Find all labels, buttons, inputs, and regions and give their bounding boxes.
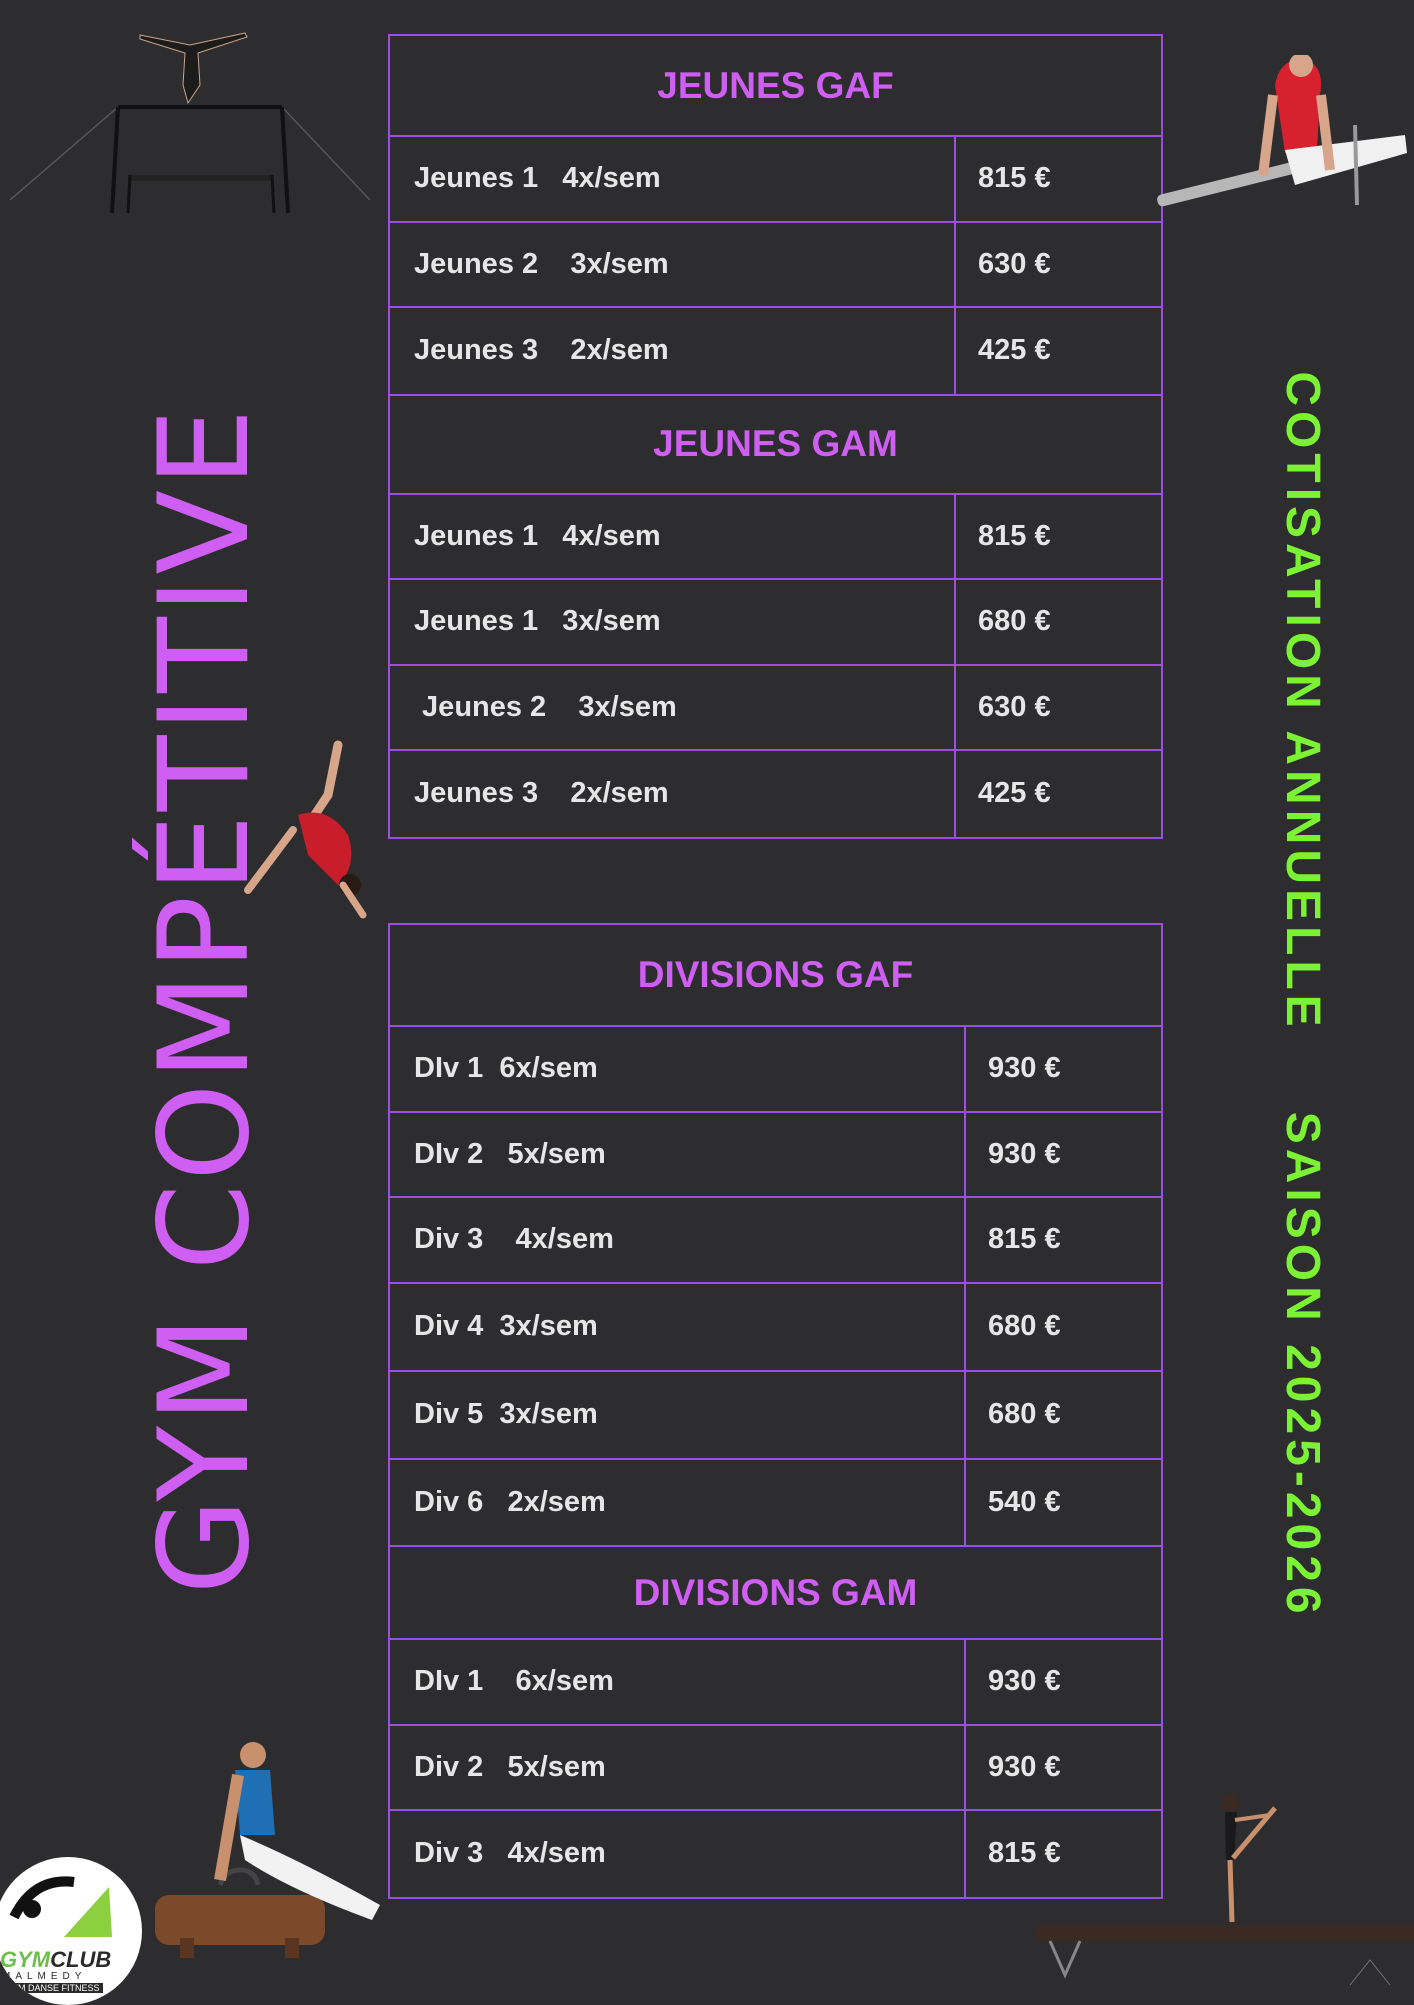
table-row — [390, 137, 1161, 223]
logo-brand: GYMCLUB — [0, 1947, 112, 1972]
row-price: 425 € — [978, 334, 1051, 367]
logo-tagline: GYM DANSE FITNESS — [2, 1983, 103, 1993]
row-price: 630 € — [978, 690, 1051, 723]
high-bar-gymnast-image — [0, 25, 380, 225]
row-price: 815 € — [978, 519, 1051, 552]
row-price: 815 € — [978, 162, 1051, 195]
row-label: Jeunes 1 3x/sem — [390, 580, 956, 664]
row-label: Jeunes 1 4x/sem — [390, 495, 956, 579]
section-title-divisions-gam: DIVISIONS GAM — [390, 1545, 1161, 1640]
gymclub-malmedy-logo — [0, 1857, 142, 2005]
gymclub-emblem-icon — [0, 1857, 142, 1952]
row-label: DIv 1 6x/sem — [390, 1640, 966, 1724]
table-row — [390, 751, 1161, 837]
section-title-divisions-gaf: DIVISIONS GAF — [390, 925, 1161, 1027]
table-row — [390, 1372, 1161, 1460]
row-price: 680 € — [988, 1398, 1061, 1430]
row-label: Div 2 5x/sem — [390, 1726, 966, 1810]
row-label: Div 6 2x/sem — [390, 1460, 966, 1546]
row-label: Jeunes 2 3x/sem — [390, 223, 956, 307]
section-title-jeunes-gam: JEUNES GAM — [390, 394, 1161, 495]
balance-beam-gymnast-image — [1030, 1790, 1414, 2000]
pommel-horse-gymnast-top-image — [1155, 55, 1414, 220]
jeunes-price-table — [388, 34, 1163, 839]
table-row — [390, 1640, 1161, 1726]
row-label: DIv 2 5x/sem — [390, 1113, 966, 1197]
table-row — [390, 1113, 1161, 1199]
row-price: 930 € — [988, 1665, 1061, 1698]
pommel-horse-gymnast-bottom-image — [150, 1740, 400, 1960]
row-price: 540 € — [988, 1485, 1061, 1518]
row-price: 425 € — [978, 777, 1051, 810]
table-row — [390, 666, 1161, 752]
table-row — [390, 1284, 1161, 1372]
row-price: 680 € — [988, 1310, 1061, 1342]
section-title-jeunes-gaf: JEUNES GAF — [390, 36, 1161, 137]
table-row — [390, 1460, 1161, 1546]
row-label: DIv 1 6x/sem — [390, 1027, 966, 1111]
row-label: Jeunes 3 2x/sem — [390, 308, 956, 394]
row-label: Jeunes 3 2x/sem — [390, 751, 956, 837]
row-price: 930 € — [988, 1137, 1061, 1170]
row-label: Div 3 4x/sem — [390, 1811, 966, 1897]
divisions-price-table — [388, 923, 1163, 1899]
table-row — [390, 1027, 1161, 1113]
row-label: Jeunes 1 4x/sem — [390, 137, 956, 221]
row-label: Div 4 3x/sem — [390, 1284, 966, 1370]
floor-gymnast-leap-image — [238, 735, 388, 925]
row-price: 930 € — [988, 1750, 1061, 1783]
row-price: 815 € — [988, 1223, 1061, 1256]
season-title: SAISON 2025-2026 — [1276, 1111, 1329, 1619]
row-label: Div 3 4x/sem — [390, 1198, 966, 1282]
table-row — [390, 308, 1161, 394]
vertical-title-cotisation — [1276, 371, 1329, 1619]
row-price: 930 € — [988, 1052, 1061, 1085]
row-price: 630 € — [978, 247, 1051, 280]
cotisation-title: COTISATION ANNUELLE — [1276, 371, 1329, 1032]
table-row — [390, 223, 1161, 309]
logo-city: MALMEDY — [2, 1971, 87, 1982]
row-price: 815 € — [988, 1837, 1061, 1870]
row-label: Jeunes 2 3x/sem — [390, 666, 956, 750]
row-label: Div 5 3x/sem — [390, 1372, 966, 1458]
row-price: 680 € — [978, 605, 1051, 638]
table-row — [390, 495, 1161, 581]
vertical-title-gym-competitive: GYM COMPÉTITIVE — [133, 405, 277, 1595]
table-row — [390, 1198, 1161, 1284]
table-row — [390, 580, 1161, 666]
